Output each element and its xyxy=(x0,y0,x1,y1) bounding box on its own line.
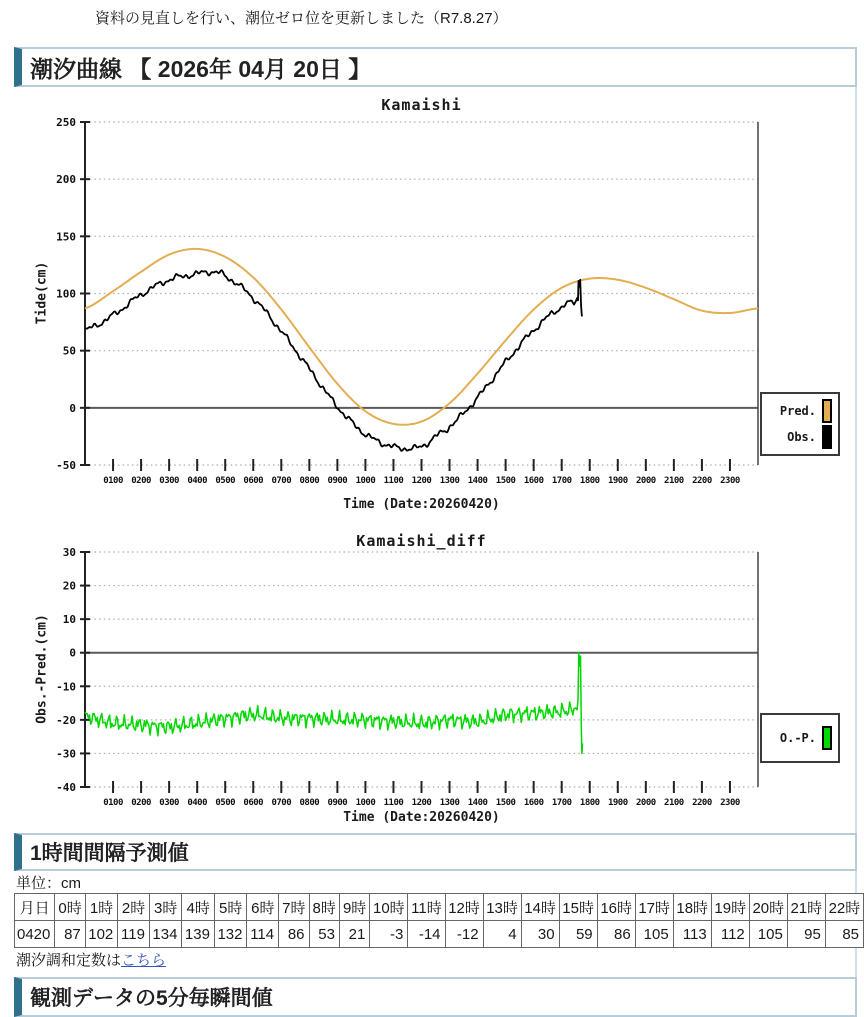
svg-text:1500: 1500 xyxy=(495,798,516,808)
svg-text:1900: 1900 xyxy=(607,476,628,486)
hourly-prediction-table xyxy=(14,893,864,948)
legend-row-pred xyxy=(765,399,832,423)
chart2-y-axis-label: Obs.-Pred.(cm) xyxy=(34,614,50,724)
svg-text:0800: 0800 xyxy=(299,476,320,486)
svg-text:2100: 2100 xyxy=(664,798,684,808)
value-cell: 53 xyxy=(309,921,339,948)
svg-text:0500: 0500 xyxy=(215,798,236,808)
hour-column-header: 14時 xyxy=(521,894,559,921)
svg-text:1600: 1600 xyxy=(523,798,544,808)
legend-label-obs: Obs. xyxy=(787,430,816,444)
svg-text:-10: -10 xyxy=(56,680,76,694)
chart2-x-axis-label: Time (Date:20260420) xyxy=(343,810,500,825)
hour-column-header: 0時 xyxy=(55,894,85,921)
svg-text:1000: 1000 xyxy=(355,476,376,486)
svg-text:100: 100 xyxy=(56,287,76,301)
value-cell: 134 xyxy=(149,921,182,948)
hour-column-header: 月日 xyxy=(15,894,55,921)
hour-column-header: 19時 xyxy=(711,894,749,921)
hour-column-header: 12時 xyxy=(445,894,483,921)
svg-text:1800: 1800 xyxy=(579,798,600,808)
svg-text:1100: 1100 xyxy=(383,476,404,486)
hour-column-header: 2時 xyxy=(118,894,150,921)
hour-column-header: 8時 xyxy=(309,894,339,921)
value-cell: 105 xyxy=(749,921,787,948)
svg-text:1600: 1600 xyxy=(523,476,544,486)
hour-column-header: 16時 xyxy=(597,894,635,921)
svg-text:1400: 1400 xyxy=(467,476,488,486)
section-title-obs-5min: 観測データの5分毎瞬間値 xyxy=(30,987,273,1010)
svg-text:1300: 1300 xyxy=(439,798,460,808)
section-header-tide-curve xyxy=(14,47,857,87)
chart1-y-axis-label: Tide(cm) xyxy=(34,261,50,325)
svg-text:1900: 1900 xyxy=(607,798,628,808)
value-cell: -3 xyxy=(370,921,408,948)
svg-text:0400: 0400 xyxy=(187,476,208,486)
svg-text:0: 0 xyxy=(69,401,76,415)
svg-text:0500: 0500 xyxy=(215,476,236,486)
hour-column-header: 17時 xyxy=(635,894,673,921)
svg-text:0700: 0700 xyxy=(271,798,292,808)
svg-text:0800: 0800 xyxy=(299,798,320,808)
value-cell: 114 xyxy=(247,921,279,948)
svg-text:50: 50 xyxy=(62,344,76,358)
unit-label: 単位：cm xyxy=(16,875,81,892)
svg-text:0600: 0600 xyxy=(243,476,264,486)
chart2-title: Kamaishi_diff xyxy=(356,532,487,550)
svg-text:1000: 1000 xyxy=(355,798,376,808)
obs-color-swatch xyxy=(822,425,832,449)
value-cell: 21 xyxy=(339,921,369,948)
value-cell: 86 xyxy=(279,921,309,948)
harmonic-constants-text: 潮汐調和定数は xyxy=(16,952,122,969)
value-cell: 139 xyxy=(182,921,215,948)
hour-column-header: 21時 xyxy=(787,894,825,921)
svg-text:-40: -40 xyxy=(56,781,76,794)
value-cell: 112 xyxy=(711,921,749,948)
hour-column-header: 10時 xyxy=(370,894,408,921)
svg-text:-50: -50 xyxy=(56,459,76,472)
svg-text:1400: 1400 xyxy=(467,798,488,808)
svg-text:0300: 0300 xyxy=(159,798,179,808)
value-cell: 86 xyxy=(597,921,635,948)
svg-text:0300: 0300 xyxy=(159,476,179,486)
svg-text:1300: 1300 xyxy=(439,476,460,486)
chart1-x-axis-label: Time (Date:20260420) xyxy=(343,497,500,512)
svg-text:2300: 2300 xyxy=(720,798,740,808)
hour-column-header: 3時 xyxy=(149,894,182,921)
legend-label-pred: Pred. xyxy=(779,404,816,418)
svg-text:-30: -30 xyxy=(56,747,76,761)
svg-text:1100: 1100 xyxy=(383,798,404,808)
update-note: 資料の見直しを行い、潮位ゼロ位を更新しました（R7.8.27） xyxy=(95,10,508,27)
svg-text:0600: 0600 xyxy=(243,798,264,808)
chart1-title: Kamaishi xyxy=(381,96,462,114)
hour-column-header: 11時 xyxy=(408,894,445,921)
svg-text:2200: 2200 xyxy=(692,798,712,808)
svg-text:10: 10 xyxy=(62,613,76,627)
hour-column-header: 15時 xyxy=(559,894,597,921)
svg-text:2000: 2000 xyxy=(635,798,656,808)
value-cell: 95 xyxy=(787,921,825,948)
legend-row-op xyxy=(765,726,832,750)
section-header-obs-5min xyxy=(14,977,857,1017)
value-cell: -12 xyxy=(445,921,483,948)
hour-column-header: 6時 xyxy=(247,894,279,921)
svg-text:2000: 2000 xyxy=(635,476,656,486)
value-cell: 119 xyxy=(118,921,150,948)
harmonic-constants-line xyxy=(16,949,166,970)
harmonic-constants-link[interactable]: こちら xyxy=(121,952,167,969)
value-cell: 113 xyxy=(673,921,711,948)
svg-text:1500: 1500 xyxy=(495,476,516,486)
svg-text:1700: 1700 xyxy=(551,798,572,808)
svg-text:0200: 0200 xyxy=(131,476,151,486)
svg-text:0: 0 xyxy=(69,646,76,660)
value-cell: 59 xyxy=(559,921,597,948)
hour-column-header: 1時 xyxy=(85,894,118,921)
value-cell: 30 xyxy=(521,921,559,948)
value-cell: 132 xyxy=(214,921,247,948)
chart2-legend xyxy=(760,713,840,763)
value-cell: 87 xyxy=(55,921,85,948)
svg-text:1200: 1200 xyxy=(411,798,432,808)
legend-row-obs xyxy=(765,425,832,449)
table-row xyxy=(15,921,864,948)
value-cell: 85 xyxy=(825,921,863,948)
hour-column-header: 18時 xyxy=(673,894,711,921)
svg-text:1800: 1800 xyxy=(579,476,600,486)
hour-column-header: 22時 xyxy=(825,894,863,921)
pred-color-swatch xyxy=(822,399,832,423)
svg-text:30: 30 xyxy=(62,546,76,559)
svg-text:-20: -20 xyxy=(56,713,76,727)
svg-text:0200: 0200 xyxy=(131,798,151,808)
svg-text:150: 150 xyxy=(56,230,76,244)
legend-label-op: O.-P. xyxy=(779,731,816,745)
svg-text:20: 20 xyxy=(62,579,76,593)
svg-text:1700: 1700 xyxy=(551,476,572,486)
chart1-legend xyxy=(760,392,840,456)
value-cell: 105 xyxy=(635,921,673,948)
op-color-swatch xyxy=(822,726,832,750)
value-cell: -14 xyxy=(408,921,445,948)
svg-text:2300: 2300 xyxy=(720,476,740,486)
svg-text:0900: 0900 xyxy=(327,476,348,486)
svg-text:0700: 0700 xyxy=(271,476,292,486)
svg-text:200: 200 xyxy=(56,173,76,187)
section-title-tide-curve: 潮汐曲線 【 2026年 04月 20日 】 xyxy=(30,55,372,82)
hour-column-header: 9時 xyxy=(339,894,369,921)
hour-column-header: 20時 xyxy=(749,894,787,921)
section-header-hourly-pred xyxy=(14,833,857,871)
svg-text:1200: 1200 xyxy=(411,476,432,486)
svg-text:0900: 0900 xyxy=(327,798,348,808)
svg-text:0400: 0400 xyxy=(187,798,208,808)
hour-column-header: 5時 xyxy=(214,894,247,921)
table-header-row xyxy=(15,894,864,921)
tide-diff-chart xyxy=(0,530,864,815)
hour-column-header: 4時 xyxy=(182,894,215,921)
hour-column-header: 13時 xyxy=(483,894,521,921)
svg-text:250: 250 xyxy=(56,116,76,129)
section-title-hourly-pred: 1時間間隔予測値 xyxy=(30,842,189,865)
tide-chart xyxy=(0,95,864,495)
svg-text:0100: 0100 xyxy=(103,798,123,808)
value-cell: 0420 xyxy=(15,921,55,948)
value-cell: 102 xyxy=(85,921,118,948)
value-cell: 4 xyxy=(483,921,521,948)
svg-text:2200: 2200 xyxy=(692,476,712,486)
svg-text:0100: 0100 xyxy=(103,476,123,486)
svg-text:2100: 2100 xyxy=(664,476,684,486)
hour-column-header: 7時 xyxy=(279,894,309,921)
